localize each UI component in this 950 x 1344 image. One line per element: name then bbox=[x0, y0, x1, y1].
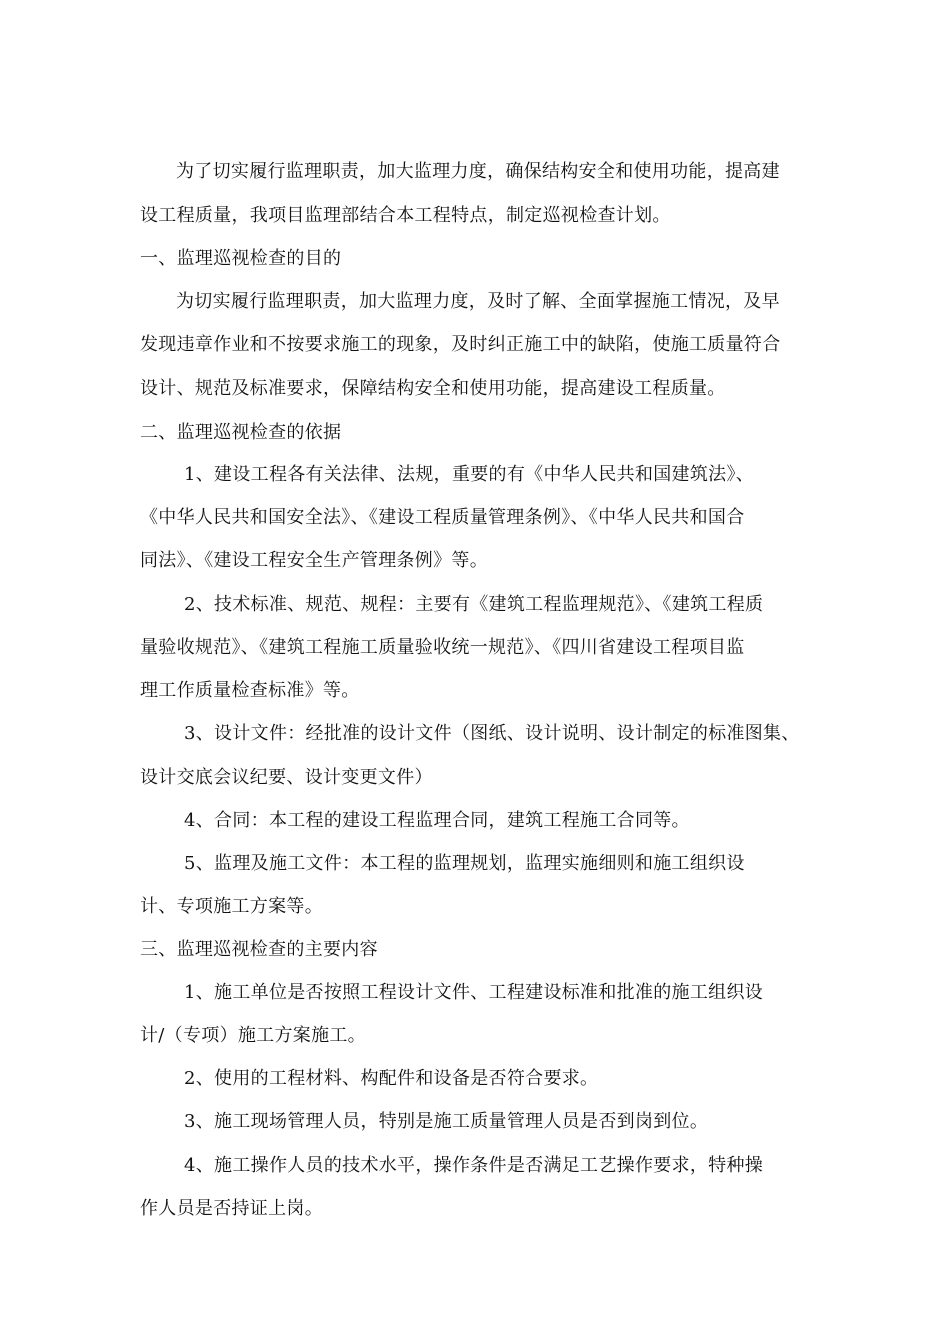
section3-item2-line-1: 2、使用的工程材料、构配件和设备是否符合要求。 bbox=[184, 1068, 599, 1089]
section1-line-2: 发现违章作业和不按要求施工的现象，及时纠正施工中的缺陷，使施工质量符合 bbox=[140, 334, 781, 355]
intro-line-1: 为了切实履行监理职责，加大监理力度，确保结构安全和使用功能，提高建 bbox=[176, 161, 780, 182]
section2-item1-line-1: 1、建设工程各有关法律、法规，重要的有《中华人民共和国建筑法》、 bbox=[184, 464, 755, 485]
section2-item3-line-1: 3、设计文件：经批准的设计文件（图纸、设计说明、设计制定的标准图集、 bbox=[184, 723, 800, 744]
section2-item5-line-2: 计、专项施工方案等。 bbox=[140, 896, 323, 917]
section2-item3-line-2: 设计交底会议纪要、设计变更文件） bbox=[140, 767, 433, 788]
section2-item1-line-3: 同法》、《建设工程安全生产管理条例》等。 bbox=[140, 550, 488, 571]
section2-item2-line-2: 量验收规范》、《建筑工程施工质量验收统一规范》、《四川省建设工程项目监 bbox=[140, 637, 745, 658]
section3-item1-line-1: 1、施工单位是否按照工程设计文件、工程建设标准和批准的施工组织设 bbox=[184, 982, 764, 1003]
section2-item1-line-2: 《中华人民共和国安全法》、《建设工程质量管理条例》、《中华人民共和国合 bbox=[140, 507, 745, 528]
section1-heading: 一、监理巡视检查的目的 bbox=[140, 248, 342, 269]
section2-item2-line-1: 2、技术标准、规范、规程：主要有《建筑工程监理规范》、《建筑工程质 bbox=[184, 594, 764, 615]
intro-line-2: 设工程质量，我项目监理部结合本工程特点，制定巡视检查计划。 bbox=[140, 205, 671, 226]
section1-line-1: 为切实履行监理职责，加大监理力度，及时了解、全面掌握施工情况，及早 bbox=[176, 291, 780, 312]
section1-line-3: 设计、规范及标准要求，保障结构安全和使用功能，提高建设工程质量。 bbox=[140, 378, 726, 399]
section3-item4-line-2: 作人员是否持证上岗。 bbox=[140, 1198, 323, 1219]
section2-heading: 二、监理巡视检查的依据 bbox=[140, 422, 342, 443]
section2-item2-line-3: 理工作质量检查标准》等。 bbox=[140, 680, 360, 701]
section3-item1-line-2: 计/（专项）施工方案施工。 bbox=[140, 1025, 366, 1046]
section2-item4-line-1: 4、合同：本工程的建设工程监理合同，建筑工程施工合同等。 bbox=[184, 810, 690, 831]
section3-heading: 三、监理巡视检查的主要内容 bbox=[140, 939, 378, 960]
section2-item5-line-1: 5、监理及施工文件：本工程的监理规划，监理实施细则和施工组织设 bbox=[184, 853, 745, 874]
section3-item4-line-1: 4、施工操作人员的技术水平，操作条件是否满足工艺操作要求，特种操 bbox=[184, 1155, 764, 1176]
section3-item3-line-1: 3、施工现场管理人员，特别是施工质量管理人员是否到岗到位。 bbox=[184, 1111, 709, 1132]
